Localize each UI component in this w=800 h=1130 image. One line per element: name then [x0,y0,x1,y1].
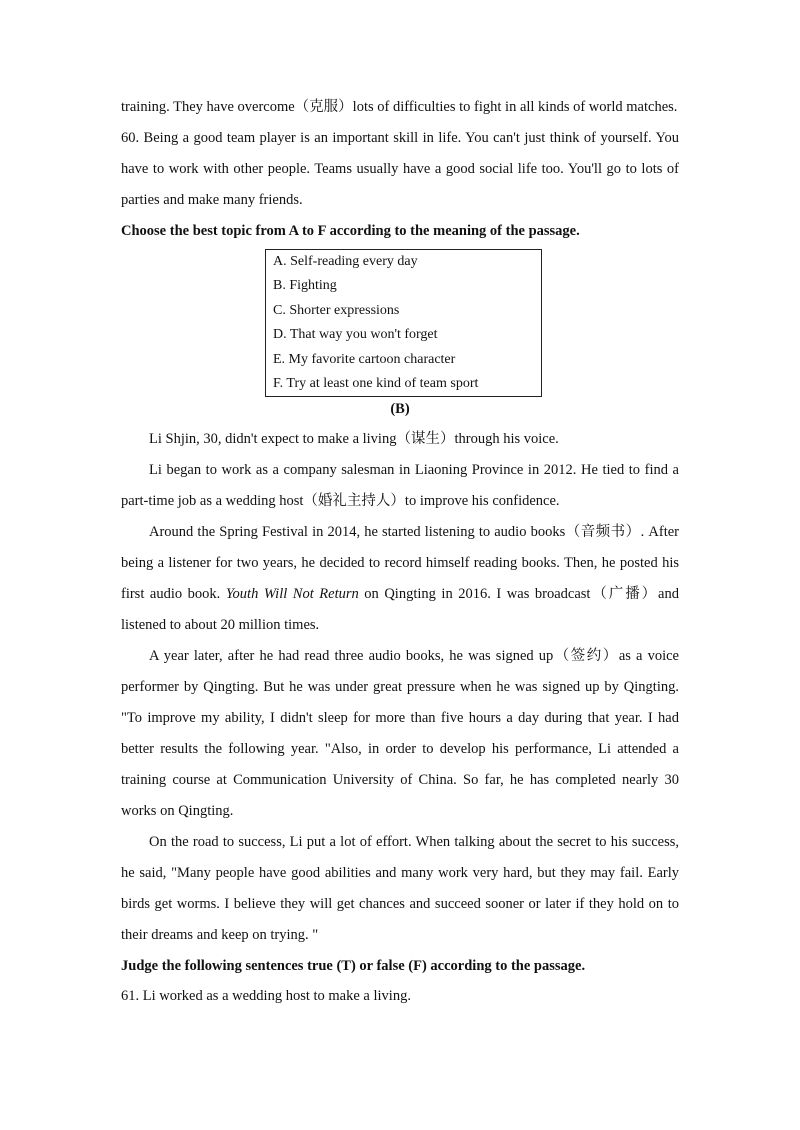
b-paragraph-3 [121,517,679,641]
instruction-true-false: Judge the following sentences true (T) or false (F) according to the passage. [121,958,586,975]
option-b: B. Fighting [273,278,337,294]
b-paragraph-5: On the road to success, Li put a lot of effort. When talking about the secret to his success, he said, "Many people have good abilities and many work very hard, but they may fail. Early birds get worms. I believe they will get chances and succeed sooner or later if they hold on to their dreams and keep on trying. " [121,834,679,944]
option-a: A. Self-reading every day [273,254,418,269]
question-61: 61. Li worked as a wedding host to make a living. [121,988,411,1005]
option-f: F. Try at least one kind of team sport [273,376,479,392]
b-paragraph-1: Li Shjin, 30, didn't expect to make a living（谋生）through his voice. [149,431,559,448]
b-paragraph-2: Li began to work as a company salesman in Liaoning Province in 2012. He tied to find a part-time job as a wedding host（婚礼主持人）to improve his confidence. [121,462,679,510]
option-c: C. Shorter expressions [273,302,400,318]
option-d: D. That way you won't forget [273,327,438,343]
b-paragraph-3-end: on Qingting in 2016. I was broadcast（广播）and listened to about 20 million times. [121,586,679,634]
b-paragraph-3-start: Around the Spring Festival in 2014, he started listening to audio books（音频书）. After being a listener for two years, he decided to record himself reading books. Then, he posted his first audio book. [121,524,679,603]
book-title: Youth Will Not Return [225,586,359,603]
b-paragraph-4: A year later, after he had read three audio books, he was signed up（签约）as a voice performer by Qingting. But he was under great pressure when he was signed up by Qingting. "To improve my ability, I didn't sleep for more than five hours a day during that year. I had better results the following year. "Also, in order to develop his performance, Li attended a training course at Communication University of China. So far, he has completed nearly 30 works on Qingting. [121,648,679,820]
option-e: E. My favorite cartoon character [273,351,456,367]
section-b-heading: (B) [390,401,410,418]
paragraph-training: training. They have overcome（克服）lots of difficulties to fight in all kinds of world matches. [121,99,678,115]
instruction-topics: Choose the best topic from A to F according to the meaning of the passage. [121,223,580,239]
options-box [265,249,542,397]
document-page [121,92,679,1012]
paragraph-60: 60. Being a good team player is an important skill in life. You can't just think of yourself. You have to work with other people. Teams usually have a good social life too. You'll go to lots of parties and make many friends. [121,130,679,208]
